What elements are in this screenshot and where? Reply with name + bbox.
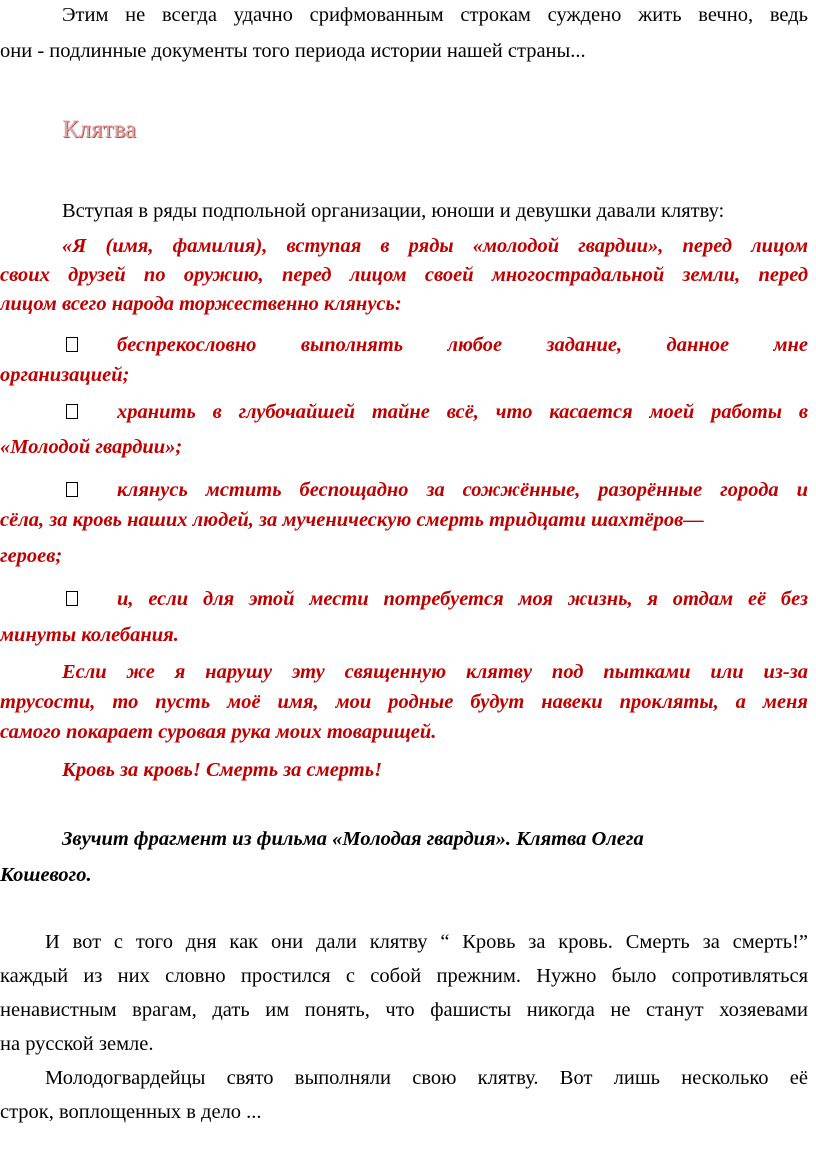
- oath-bullet-3-cont-1: сёла, за кровь наших людей, за мученическую смерть тридцати шахтёров—: [0, 509, 704, 531]
- oath-closing-line-2: трусости, то пусть моё имя, мои родные будут навеки прокляты, а меня: [0, 691, 808, 713]
- section-heading: Клятва: [62, 116, 137, 143]
- intro-line-1: Этим не всегда удачно срифмованным строкам суждено жить вечно, ведь: [62, 4, 808, 26]
- oath-closing-line-1: Если же я нарушу эту священную клятву под пытками или из-за: [62, 661, 808, 683]
- film-note-line-1: Звучит фрагмент из фильма «Молодая гвардия». Клятва Олега: [62, 828, 644, 850]
- oath-slogan: Кровь за кровь! Смерть за смерть!: [62, 759, 383, 781]
- film-note-line-2: Кошевого.: [0, 864, 92, 886]
- para1-line-2: каждый из них словно простился с собой прежним. Нужно было сопротивляться: [0, 965, 808, 987]
- oath-bullet-1-cont: организацией;: [0, 364, 130, 386]
- para2-line-1: Молодогвардейцы свято выполняли свою клятву. Вот лишь несколько её: [45, 1067, 808, 1089]
- oath-bullet-4-cont: минуты колебания.: [0, 624, 179, 646]
- para2-line-2: строк, воплощенных в дело ...: [0, 1101, 262, 1123]
- oath-bullet-1: беспрекословно выполнять любое задание, данное мне: [117, 334, 808, 356]
- oath-bullet-2-cont: «Молодой гвардии»;: [0, 436, 183, 458]
- oath-bullet-2: хранить в глубочайшей тайне всё, что касается моей работы в: [117, 401, 808, 423]
- bullet-box-icon: [66, 482, 78, 497]
- para1-line-4: на русской земле.: [0, 1033, 154, 1055]
- para1-line-3: ненавистным врагам, дать им понять, что фашисты никогда не станут хозяевами: [0, 999, 808, 1021]
- bullet-box-icon: [66, 337, 78, 352]
- oath-bullet-3-cont-2: героев;: [0, 545, 63, 567]
- oath-intro: Вступая в ряды подпольной организации, юноши и девушки давали клятву:: [62, 200, 725, 222]
- para1-line-1: И вот с того дня как они дали клятву “ Кровь за кровь. Смерть за смерть!”: [45, 931, 808, 953]
- oath-opening-line-2: своих друзей по оружию, перед лицом своей многострадальной земли, перед: [0, 264, 808, 286]
- bullet-box-icon: [66, 591, 78, 606]
- oath-closing-line-3: самого покарает суровая рука моих товарищей.: [0, 721, 437, 743]
- oath-bullet-3: клянусь мстить беспощадно за сожжённые, разорённые города и: [117, 479, 808, 501]
- intro-line-2: они - подлинные документы того периода истории нашей страны...: [0, 40, 586, 62]
- oath-opening-line-3: лицом всего народа торжественно клянусь:: [0, 293, 402, 315]
- oath-opening-line-1: «Я (имя, фамилия), вступая в ряды «молодой гвардии», перед лицом: [62, 235, 808, 257]
- oath-bullet-4: и, если для этой мести потребуется моя жизнь, я отдам её без: [117, 588, 808, 610]
- bullet-box-icon: [66, 404, 78, 419]
